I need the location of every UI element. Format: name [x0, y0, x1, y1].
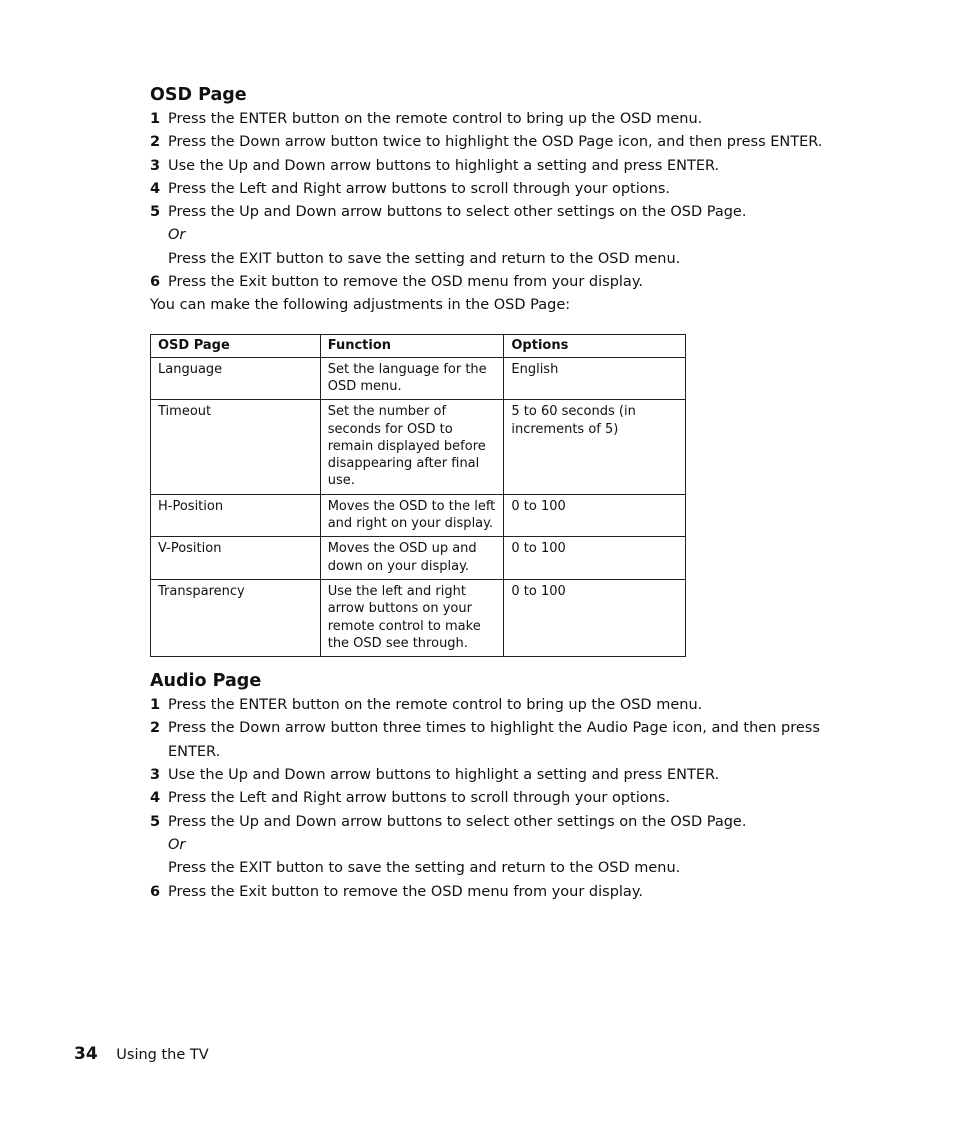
- table-cell: Use the left and right arrow buttons on your remote control to make the OSD see through.: [320, 579, 504, 656]
- step-number: 4: [150, 790, 161, 807]
- page-footer: [74, 1043, 209, 1066]
- list-item: [150, 787, 840, 810]
- step-number: 1: [150, 697, 161, 714]
- step-or-label: Or: [168, 836, 186, 853]
- step-alt-text: Press the EXIT button to save the setting and return to the OSD menu.: [168, 860, 681, 877]
- list-item: [150, 764, 840, 787]
- step-text: Press the Exit button to remove the OSD menu from your display.: [168, 883, 643, 900]
- osd-page-heading: OSD Page: [150, 85, 247, 105]
- step-or-label: Or: [168, 227, 186, 244]
- list-item: [150, 694, 840, 717]
- table-cell: Set the number of seconds for OSD to remain displayed before disappearing after final use.: [320, 400, 504, 494]
- step-text: Press the Left and Right arrow buttons to scroll through your options.: [168, 180, 670, 197]
- audio-page-heading: Audio Page: [150, 671, 262, 692]
- table-cell: Timeout: [151, 400, 321, 494]
- step-number: 5: [150, 204, 161, 221]
- step-text: Press the Left and Right arrow buttons to scroll through your options.: [168, 790, 670, 807]
- step-text: Press the Exit button to remove the OSD menu from your display.: [168, 274, 643, 291]
- step-text: Press the Down arrow button three times to highlight the Audio Page icon, and then press ENTER.: [168, 720, 820, 760]
- step-number: 6: [150, 274, 161, 291]
- table-cell: Transparency: [151, 579, 321, 656]
- table-cell: Moves the OSD to the left and right on your display.: [320, 494, 504, 537]
- step-text: Press the ENTER button on the remote control to bring up the OSD menu.: [168, 697, 703, 714]
- table-cell: H-Position: [151, 494, 321, 537]
- table-row: [151, 494, 686, 537]
- osd-adjustments-table: [150, 334, 686, 657]
- page-content: [150, 84, 840, 904]
- table-intro: You can make the following adjustments in the OSD Page:: [150, 297, 571, 314]
- list-item: [150, 271, 840, 294]
- list-item: [150, 131, 840, 154]
- step-number: 1: [150, 111, 161, 127]
- step-text: Press the Up and Down arrow buttons to select other settings on the OSD Page.: [168, 204, 747, 221]
- step-number: 2: [150, 134, 161, 151]
- osd-steps-list: [150, 108, 840, 294]
- list-item: [150, 155, 840, 178]
- table-row: [151, 357, 686, 400]
- step-number: 2: [150, 720, 161, 737]
- column-header: Function: [320, 335, 504, 357]
- audio-steps-list: [150, 694, 840, 904]
- step-number: 3: [150, 157, 161, 174]
- table-cell: V-Position: [151, 537, 321, 580]
- footer-section-title: Using the TV: [116, 1047, 209, 1063]
- table-header-row: [151, 335, 686, 357]
- step-text: Press the Down arrow button twice to highlight the OSD Page icon, and then press ENTER.: [168, 134, 823, 151]
- column-header: OSD Page: [151, 335, 321, 357]
- table-cell: 0 to 100: [504, 579, 686, 656]
- table-cell: 5 to 60 seconds (in increments of 5): [504, 400, 686, 494]
- step-number: 4: [150, 180, 161, 197]
- page-number: 34: [74, 1044, 98, 1064]
- table-cell: Set the language for the OSD menu.: [320, 357, 504, 400]
- table-cell: Moves the OSD up and down on your display.: [320, 537, 504, 580]
- table-cell: 0 to 100: [504, 494, 686, 537]
- step-alt-text: Press the EXIT button to save the setting and return to the OSD menu.: [168, 250, 681, 267]
- list-item: [150, 178, 840, 201]
- table-cell: English: [504, 357, 686, 400]
- list-item: [150, 108, 840, 131]
- step-text: Use the Up and Down arrow buttons to highlight a setting and press ENTER.: [168, 157, 720, 174]
- table-cell: 0 to 100: [504, 537, 686, 580]
- step-text: Use the Up and Down arrow buttons to highlight a setting and press ENTER.: [168, 767, 720, 784]
- table-cell: Language: [151, 357, 321, 400]
- step-text: Press the ENTER button on the remote control to bring up the OSD menu.: [168, 111, 703, 127]
- step-number: 6: [150, 883, 161, 900]
- list-item: [150, 881, 840, 904]
- list-item: [150, 201, 840, 271]
- step-text: Press the Up and Down arrow buttons to select other settings on the OSD Page.: [168, 813, 747, 830]
- table-row: [151, 537, 686, 580]
- list-item: [150, 717, 840, 764]
- table-row: [151, 400, 686, 494]
- list-item: [150, 811, 840, 881]
- step-number: 5: [150, 813, 161, 830]
- column-header: Options: [504, 335, 686, 357]
- table-row: [151, 579, 686, 656]
- step-number: 3: [150, 767, 161, 784]
